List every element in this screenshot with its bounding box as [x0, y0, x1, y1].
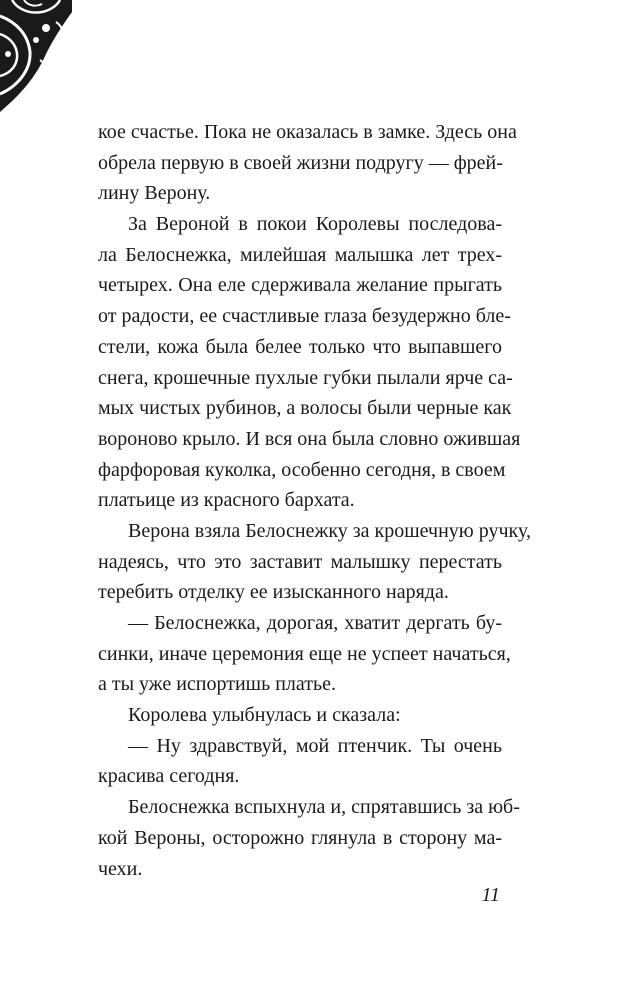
corner-ornament-icon — [0, 0, 72, 112]
paragraph-first-line: Белоснежка вспыхнула и, спрятавшись за юб- — [128, 796, 520, 819]
text-line: кой Вероны, осторожно глянула в сторону ма- — [98, 826, 502, 849]
page-number: 11 — [481, 884, 500, 906]
text-line: вороново крыло. И вся она была словно ожившая — [98, 427, 521, 450]
text-line: чехи. — [98, 857, 143, 880]
paragraph-first-line: Верона взяла Белоснежку за крошечную ручку, — [128, 519, 531, 542]
paragraph-first-line: — Ну здравствуй, мой птенчик. Ты очень — [128, 734, 502, 757]
paragraph-first-line: Королева улыбнулась и сказала: — [128, 704, 401, 727]
text-line: а ты уже испортишь платье. — [98, 673, 336, 696]
text-line: синки, иначе церемония еще не успеет начаться, — [98, 642, 511, 665]
text-line: снега, крошечные пухлые губки пылали ярче са- — [98, 366, 513, 389]
text-line: платьице из красного бархата. — [98, 489, 355, 512]
paragraph-first-line: — Белоснежка, дорогая, хватит дергать бу- — [128, 612, 502, 634]
text-line: от радости, ее счастливые глаза безудержно бле- — [98, 305, 511, 328]
text-line: красива сегодня. — [98, 765, 240, 788]
text-line: теребить отделку ее изысканного наряда. — [98, 581, 449, 604]
text-line: кое счастье. Пока не оказалась в замке. Здесь она — [98, 121, 517, 143]
text-line: стели, кожа была белее только что выпавшего — [98, 335, 502, 358]
text-line: мых чистых рубинов, а волосы были черные как — [98, 397, 512, 420]
text-line: обрела первую в своей жизни подругу — фрей- — [98, 151, 503, 174]
text-line: надеясь, что это заставит малышку перестать — [98, 550, 502, 573]
text-line: четырех. Она еле сдерживала желание прыгать — [98, 274, 502, 297]
text-line: ла Белоснежка, милейшая малышка лет трех- — [98, 243, 502, 266]
text-line: фарфоровая куколка, особенно сегодня, в своем — [98, 458, 506, 481]
text-line: лину Верону. — [98, 182, 211, 205]
body-text — [98, 117, 531, 884]
paragraph-first-line: За Вероной в покои Королевы последова- — [128, 213, 502, 236]
